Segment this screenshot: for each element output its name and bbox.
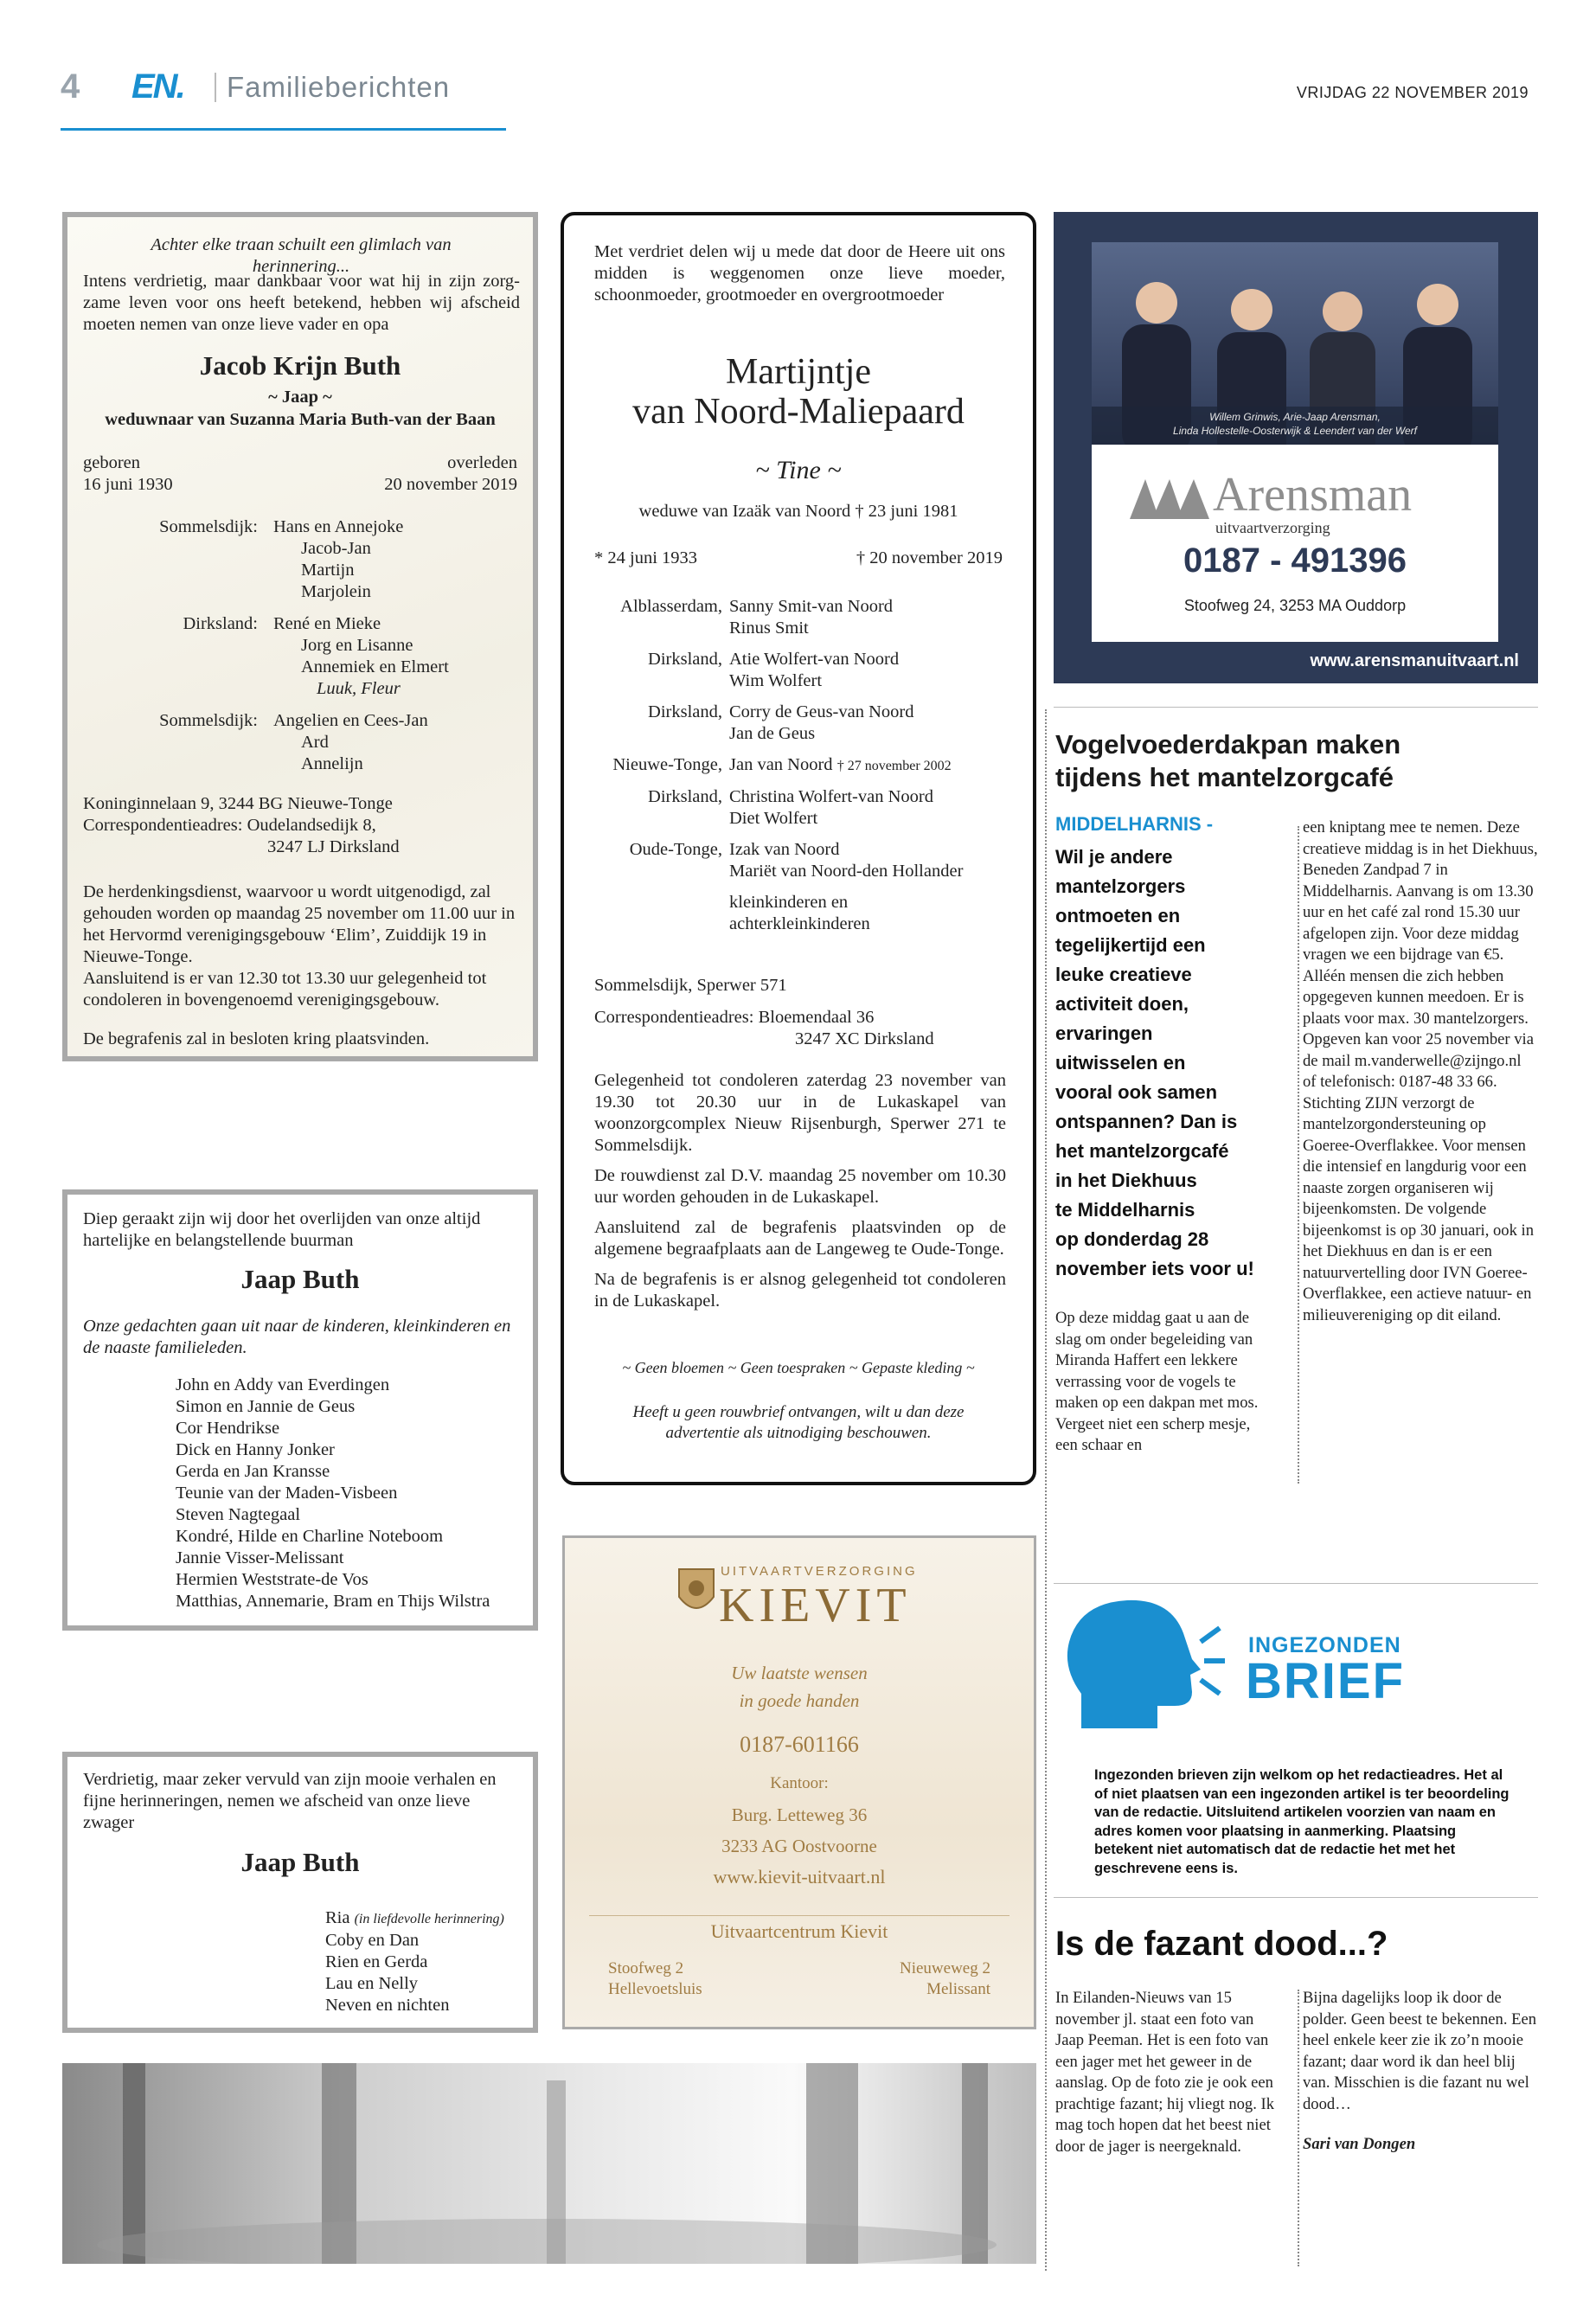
- section-rule: [1054, 1583, 1538, 1584]
- website-link[interactable]: www.arensmanuitvaart.nl: [1310, 651, 1519, 670]
- location-city: Hellevoetsluis: [608, 1980, 702, 1998]
- service-text: De herdenkingsdienst, waarvoor u wordt uitgenodigd, zal gehouden worden op maandag 25 november om 11.00 uur in het Hervormd verenigingsgebouw ‘Elim’, Zuiddijk 19 in Nieuwe-Tonge.: [83, 882, 516, 966]
- family-member: Jan van Noord: [729, 755, 833, 774]
- team-photo: [1092, 242, 1498, 445]
- family-group: [83, 516, 520, 603]
- condolence-neighbours: [62, 1189, 538, 1631]
- home-address: Sommelsdijk, Sperwer 571: [594, 976, 787, 995]
- office-address: Stoofweg 24, 3253 MA Ouddorp: [1183, 597, 1407, 614]
- phone-number: 0187-601166: [740, 1732, 859, 1757]
- article-body-col2: een kniptang mee te nemen. Deze creatieve middag is in het Diekhuus, Beneden Zandpad 7 in Middelharnis. Aanvang is om 13.30 uur en het café zal rond 15.30 uur afgelopen zijn. Voor deze middag vragen we een bijdrage van €5. Alléén mensen die zich hebben opgegeven kunnen meedoen. Er is plaats voor max. 30 mantelzorgers. Opgeven kan voor 25 november via de mail m.vanderwelle@zijngo.nl of telefonisch: 0187-48 33 66. Stichting ZIJN verzorgt de mantelzorgondersteuning op Goeree-Overflakkee. Voor mensen die intensief en langdurig voor een naaste zorgen organiseren wij bijeenkomsten. De volgende bijeenkomst is op 30 januari, ook in het Diekhuus en dan is er een natuurvertelling door IVN Goeree-Overflakkee, een actieve natuur- en milieuvereniging op dit eiland.: [1303, 818, 1538, 1324]
- family-member: Annelijn: [301, 754, 363, 773]
- family-member: Mariët van Noord-den Hollander: [729, 862, 964, 881]
- forest-photo: [62, 2063, 1036, 2264]
- family-member: Luuk, Fleur: [317, 679, 401, 698]
- sender-name: Dick en Hanny Jonker: [176, 1440, 335, 1459]
- lead-line: uitwisselen en: [1055, 1052, 1186, 1074]
- website-link[interactable]: www.kievit-uitvaart.nl: [713, 1866, 886, 1888]
- arensman-logo-icon: [1130, 478, 1212, 521]
- sender-name: Teunie van der Maden-Visbeen: [176, 1484, 398, 1503]
- deceased-name-line: van Noord-Maliepaard: [632, 392, 965, 432]
- family-group: [83, 710, 520, 775]
- home-address: Koninginnelaan 9, 3244 BG Nieuwe-Tonge: [83, 794, 393, 813]
- lead-line: Wil je andere: [1055, 846, 1173, 868]
- arensman-advertisement: [1054, 212, 1538, 683]
- died-date: 20 november 2019: [384, 475, 517, 494]
- kievit-tagline: UITVAARTVERZORGING: [721, 1564, 918, 1579]
- family-member: Martijn: [301, 561, 355, 580]
- deceased-name-line: Martijntje: [726, 352, 871, 392]
- lead-line: het mantelzorgcafé: [1055, 1140, 1229, 1162]
- nickname: ~ Tine ~: [755, 456, 842, 484]
- grandchildren-line: achterkleinkinderen: [729, 914, 870, 933]
- sender-name: Coby en Dan: [325, 1931, 420, 1950]
- born-date: * 24 juni 1933: [594, 548, 698, 567]
- lead-line: op donderdag 28: [1055, 1228, 1209, 1250]
- sender-note: (in liefdevolle herinnering): [354, 1912, 504, 1926]
- article-author: Sari van Dongen: [1303, 2135, 1416, 2153]
- service-info: [594, 1070, 1006, 1312]
- sender-name: Lau en Nelly: [325, 1974, 419, 1993]
- slogan-line: Uw laatste wensen: [731, 1663, 868, 1683]
- lead-line: vooral ook samen: [1055, 1081, 1218, 1103]
- family-group: [594, 702, 1010, 745]
- section-rule: [1054, 1897, 1538, 1898]
- dateline: MIDDELHARNIS -: [1055, 813, 1214, 835]
- phone-number: 0187 - 491396: [1183, 542, 1407, 580]
- family-group: [594, 786, 1010, 830]
- office-city: 3233 AG Oostvoorne: [721, 1836, 877, 1856]
- lead-line: ontspannen? Dan is: [1055, 1111, 1238, 1132]
- family-member: Diet Wolfert: [729, 809, 818, 828]
- condolence-text: Gelegenheid tot condoleren zaterdag 23 november van 19.30 tot 20.30 uur in de Lukaskapel van woonzorgcomplex Nieuw Rijsenburgh, Sperwer 271 te Sommelsdijk.: [594, 1071, 1006, 1155]
- sender-name: Steven Nagtegaal: [176, 1505, 301, 1524]
- address-block: [594, 975, 1010, 1050]
- deceased-name: Jaap Buth: [240, 1847, 360, 1877]
- brand-name: Arensman: [1213, 468, 1413, 522]
- sender-list: [325, 1907, 533, 2016]
- family-member: Jan de Geus: [729, 724, 816, 743]
- sender-name: Simon en Jannie de Geus: [176, 1397, 356, 1416]
- photo-caption: Linda Hollestelle-Oosterwijk & Leendert van der Werf: [1173, 425, 1417, 437]
- sender-name: Rien en Gerda: [325, 1952, 428, 1971]
- lead-line: ontmoeten en: [1055, 905, 1181, 926]
- header-separator: [215, 73, 216, 102]
- nickname: ~ Jaap ~: [268, 388, 332, 407]
- grandchildren-line: kleinkinderen en: [729, 893, 849, 912]
- article-paragraph: Bijna dagelijks loop ik door de polder. Geen beest te bekennen. Een heel enkele keer zie ik zo’n mooie fazant; daar word ik dan heel blij van. Misschien is die fazant nu wel dood…: [1303, 1989, 1537, 2113]
- family-place: Nieuwe-Tonge,: [612, 755, 722, 774]
- correspondence-line: Bloemendaal 36: [758, 1008, 875, 1027]
- family-place: Dirksland:: [183, 614, 258, 633]
- ad-card: [1092, 445, 1498, 642]
- family-place: Alblasserdam,: [620, 597, 722, 616]
- family-place: Dirksland,: [648, 650, 722, 669]
- correspondence-line: 3247 LJ Dirksland: [267, 837, 400, 856]
- address-block: [83, 793, 520, 858]
- died-block: [384, 452, 517, 496]
- family-member: Jacob-Jan: [301, 539, 371, 558]
- divider: [589, 1915, 1010, 1916]
- family-group: [594, 754, 1010, 777]
- lead-line: in het Diekhuus: [1055, 1170, 1197, 1191]
- lead-line: tegelijkertijd een: [1055, 934, 1206, 956]
- condolence-family: [62, 1752, 538, 2033]
- headline-line: tijdens het mantelzorgcafé: [1055, 762, 1394, 792]
- motto: Achter elke traan schuilt een glimlach van herinnering...: [151, 235, 452, 276]
- letterbox-text: Ingezonden brieven zijn welkom op het redactieadres. Het al of niet plaatsen van een ingezonden artikel is ter beoordeling van de redactie. Uitsluitend artikelen voorzien van naam en adres komen voor plaatsing in aanmerking. Plaatsing betekent niet automatisch dat de redactie het met het geschrevene eens is.: [1094, 1767, 1509, 1876]
- family-member: Annemiek en Elmert: [301, 657, 449, 676]
- slogan-line: in goede handen: [739, 1690, 860, 1711]
- deceased-name: [564, 352, 1033, 432]
- office-street: Burg. Letteweg 36: [731, 1804, 868, 1825]
- family-member: Corry de Geus-van Noord: [729, 702, 914, 721]
- speaking-head-icon: [1062, 1599, 1227, 1737]
- letterbox-title: BRIEF: [1246, 1653, 1405, 1709]
- intro-text: Diep geraakt zijn wij door het overlijden van onze altijd hartelijke en belangstellende buurman: [83, 1209, 481, 1250]
- correspondence-line: Oudelandsedijk 8,: [247, 816, 376, 835]
- correspondence-label: Correspondentieadres:: [83, 816, 243, 835]
- sender-list: [176, 1375, 522, 1612]
- article-body-col1: Op deze middag gaat u aan de slag om onder begeleiding van Miranda Haffert een lekkere verrassing voor de vogels te maken op een dakpan met mos. Vergeet niet een scherp mesje, een schaar en: [1055, 1309, 1259, 1454]
- sender-name: Kondré, Hilde en Charline Noteboom: [176, 1527, 444, 1546]
- newspaper-logo: EN.: [131, 67, 184, 106]
- family-member: Izak van Noord: [729, 840, 840, 859]
- family-place: Sommelsdijk:: [159, 711, 258, 730]
- article-lead: [1055, 843, 1298, 1284]
- death-note: † 27 november 2002: [836, 759, 952, 773]
- condolence-text: Aansluitend is er van 12.30 tot 13.30 uur gelegenheid tot condoleren in bovengenoemd verenigingsgebouw.: [83, 969, 487, 1009]
- column-divider: [1298, 1990, 1299, 2266]
- family-place: Dirksland,: [648, 702, 722, 721]
- lead-line: november iets voor u!: [1055, 1258, 1254, 1279]
- family-place: Sommelsdijk:: [159, 517, 258, 536]
- center-name: Uitvaartcentrum Kievit: [710, 1920, 888, 1942]
- lead-line: mantelzorgers: [1055, 875, 1186, 897]
- burial-text: Aansluitend zal de begrafenis plaatsvinden op de algemene begraafplaats aan de Langeweg te Oude-Tonge.: [594, 1218, 1006, 1259]
- family-group: [594, 839, 1010, 882]
- sender-name: Jannie Visser-Melissant: [176, 1548, 344, 1567]
- photo-caption: Willem Grinwis, Arie-Jaap Arensman,: [1209, 411, 1381, 423]
- correspondence-label: Correspondentieadres:: [594, 1008, 754, 1027]
- page-number: 4: [61, 67, 80, 106]
- office-label: Kantoor:: [770, 1774, 829, 1792]
- section-rule: [1054, 707, 1538, 708]
- intro-text: Verdrietig, maar zeker vervuld van zijn mooie verhalen en fijne herinneringen, nemen we afscheid van onze lieve zwager: [83, 1770, 497, 1832]
- location-street: Nieuweweg 2: [900, 1959, 990, 1977]
- obituary-martijntje-van-noord: [561, 212, 1036, 1485]
- family-member: Hans en Annejoke: [273, 517, 404, 536]
- lead-line: activiteit doen,: [1055, 993, 1189, 1015]
- born-label: geboren: [83, 453, 141, 472]
- section-title: Familieberichten: [227, 71, 451, 103]
- intro-text: Met verdriet delen wij u mede dat door de Heere uit ons midden is weggenomen onze lieve moeder, schoonmoeder, grootmoeder en overgrootmoeder: [594, 242, 1005, 304]
- location-1: [608, 1958, 702, 2000]
- family-place: Oude-Tonge,: [629, 840, 722, 859]
- widower-line: weduwnaar van Suzanna Maria Buth-van der Baan: [105, 410, 496, 429]
- article-headline: [1055, 728, 1540, 794]
- grandchildren: [594, 892, 1010, 935]
- invitation-note: Heeft u geen rouwbrief ontvangen, wilt u dan deze advertentie als uitnodiging beschouwen.: [632, 1403, 965, 1442]
- family-member: Angelien en Cees-Jan: [273, 711, 428, 730]
- family-group: [594, 596, 1010, 639]
- died-date: † 20 november 2019: [856, 548, 1003, 567]
- born-date: 16 juni 1930: [83, 475, 173, 494]
- family-list: [594, 596, 1010, 935]
- letterbox-label: INGEZONDEN: [1248, 1633, 1401, 1657]
- article-headline: Is de fazant dood...?: [1055, 1925, 1388, 1963]
- article-body-col2: [1303, 1988, 1538, 2156]
- family-member: Rinus Smit: [729, 619, 809, 638]
- correspondence-line: 3247 XC Dirksland: [795, 1029, 934, 1048]
- kievit-advertisement: [562, 1535, 1036, 2029]
- intro-text: Intens verdrietig, maar dankbaar voor wat hij in zijn zorg-zame leven voor ons heeft betekend, hebben wij afscheid moeten nemen van onze lieve vader en opa: [83, 272, 520, 334]
- widow-line: weduwe van Izaäk van Noord † 23 juni 1981: [638, 502, 958, 521]
- family-member: Sanny Smit-van Noord: [729, 597, 894, 616]
- obituary-jacob-krijn-buth: [62, 212, 538, 1061]
- family-member: Ard: [301, 733, 329, 752]
- lead-line: te Middelharnis: [1055, 1199, 1195, 1221]
- family-member: Atie Wolfert-van Noord: [729, 650, 900, 669]
- sender-name: Cor Hendrikse: [176, 1419, 280, 1438]
- family-group: [83, 613, 520, 700]
- deceased-name: Jaap Buth: [240, 1264, 360, 1294]
- brand-name: KIEVIT: [719, 1579, 912, 1632]
- sender-name: Ria: [325, 1908, 350, 1927]
- brand-subtitle: uitvaartverzorging: [1215, 519, 1330, 536]
- deceased-name: Jacob Krijn Buth: [199, 350, 401, 381]
- column-divider: [1045, 709, 1047, 2271]
- location-2: [900, 1958, 990, 2000]
- service-info: [83, 881, 520, 1050]
- family-member: Marjolein: [301, 582, 371, 601]
- article-body-col1: In Eilanden-Nieuws van 15 november jl. staat een foto van Jaap Peeman. Het is een foto van een jager met het geweer in de aanslag. Op de foto zie je ook een prachtige fazant; hij vliegt nog. Ik mag toch hopen dat het beest niet door de jager is neergeknald.: [1055, 1989, 1274, 2156]
- thoughts-text: Onze gedachten gaan uit naar de kinderen, kleinkinderen en de naaste familieleden.: [83, 1317, 511, 1357]
- family-group: [594, 649, 1010, 692]
- kievit-crest-icon: [676, 1562, 717, 1623]
- family-list: [83, 516, 520, 775]
- sender-name: John en Addy van Everdingen: [176, 1375, 390, 1394]
- office-block: [565, 1768, 1034, 1893]
- column-divider: [1298, 826, 1299, 1484]
- sender-name: Matthias, Annemarie, Bram en Thijs Wilstra: [176, 1592, 490, 1611]
- service-text: De rouwdienst zal D.V. maandag 25 november om 10.30 uur worden gehouden in de Lukaskapel.: [594, 1166, 1006, 1207]
- sender-name: Neven en nichten: [325, 1996, 450, 2015]
- sender-name: Gerda en Jan Kransse: [176, 1462, 330, 1481]
- header-rule: [61, 128, 506, 131]
- location-city: Melissant: [926, 1980, 990, 1998]
- family-member: Jorg en Lisanne: [301, 636, 413, 655]
- died-label: overleden: [447, 453, 517, 472]
- wishes: ~ Geen bloemen ~ Geen toespraken ~ Gepaste kleding ~: [622, 1359, 975, 1376]
- issue-date: VRIJDAG 22 NOVEMBER 2019: [1296, 84, 1529, 101]
- after-burial-text: Na de begrafenis is er alsnog gelegenheid tot condoleren in de Lukaskapel.: [594, 1270, 1006, 1311]
- tree-silhouettes: [62, 2063, 1036, 2264]
- headline-line: Vogelvoederdakpan maken: [1055, 729, 1401, 760]
- lead-line: leuke creatieve: [1055, 964, 1192, 985]
- location-street: Stoofweg 2: [608, 1959, 684, 1977]
- born-block: [83, 452, 173, 496]
- family-member: René en Mieke: [273, 614, 381, 633]
- family-place: Dirksland,: [648, 787, 722, 806]
- slogan: [565, 1659, 1034, 1715]
- lead-line: ervaringen: [1055, 1022, 1153, 1044]
- family-member: Wim Wolfert: [729, 671, 823, 690]
- family-member: Christina Wolfert-van Noord: [729, 787, 933, 806]
- burial-text: De begrafenis zal in besloten kring plaatsvinden.: [83, 1029, 430, 1048]
- sender-name: Hermien Weststrate-de Vos: [176, 1570, 369, 1589]
